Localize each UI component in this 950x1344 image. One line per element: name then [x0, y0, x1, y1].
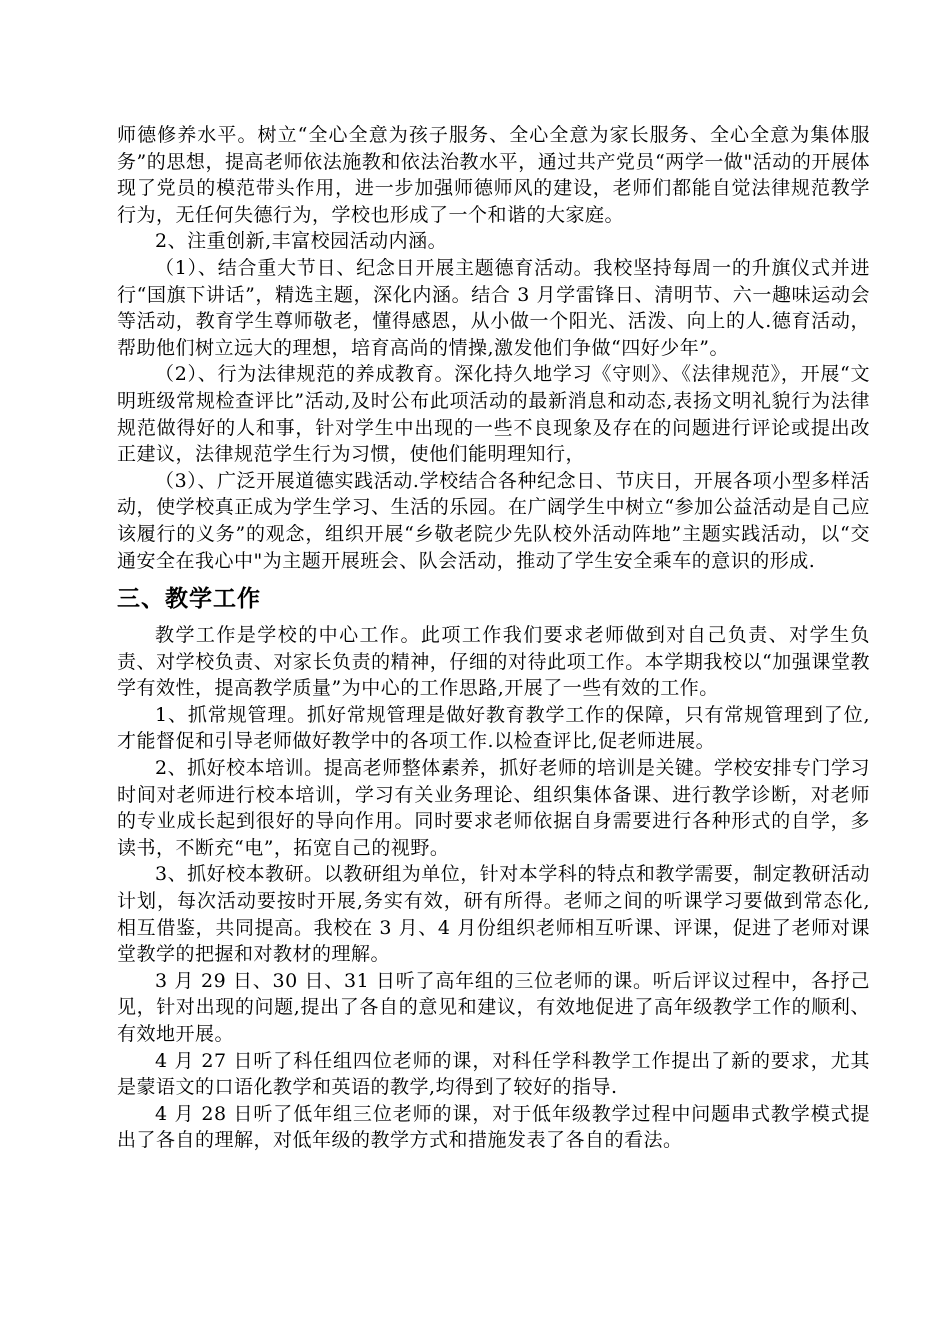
paragraph-school-training: 2、抓好校本培训。提高老师整体素养，抓好老师的培训是关键。学校安排专门学习时间对老师进行校本培训，学习有关业务理论、组织集体备课、进行教学诊断，对老师的专业成长起到很好的导向作用。同时要求老师依据自身需要进行各种形式的自学，多读书，不断充“电”，拓宽自己的视野。	[117, 757, 870, 859]
paragraph-subject-lessons: 4 月 27 日听了科任组四位老师的课，对科任学科教学工作提出了新的要求，尤其是蒙语文的口语化教学和英语的教学,均得到了较好的指导.	[117, 1049, 870, 1099]
paragraph-teaching-intro: 教学工作是学校的中心工作。此项工作我们要求老师做到对自己负责、对学生负责、对学校负责、对家长负责的精神，仔细的对待此项工作。本学期我校以“加强课堂教学有效性，提高教学质量”为中心的工作思路,开展了一些有效的工作。	[117, 624, 870, 700]
paragraph-routine-management: 1、抓常规管理。抓好常规管理是做好教育教学工作的保障，只有常规管理到了位,才能督促和引导老师做好教学中的各项工作.以检查评比,促老师进展。	[117, 703, 870, 753]
paragraph-teacher-ethics: 师德修养水平。树立“全心全意为孩子服务、全心全意为家长服务、全心全意为集体服务”的思想，提高老师依法施教和依法治教水平，通过共产党员“两学一做"活动的开展体现了党员的模范带头作用，进一步加强师德师风的建设，老师们都能自觉法律规范教学行为，无任何失德行为，学校也形成了一个和谐的大家庭。	[117, 124, 870, 226]
paragraph-innovation: 2、注重创新,丰富校园活动内涵。	[155, 230, 448, 253]
paragraph-senior-lessons: 3 月 29 日、30 日、31 日听了高年组的三位老师的课。听后评议过程中，各抒己见，针对出现的问题,提出了各自的意见和建议，有效地促进了高年级教学工作的顺利、有效地开展。	[117, 969, 870, 1045]
section-heading-teaching: 三、教学工作	[117, 586, 261, 613]
paragraph-practice-activities: （3）、广泛开展道德实践活动.学校结合各种纪念日、节庆日，开展各项小型多样活动，使学校真正成为学生学习、生活的乐园。在广阔学生中树立“参加公益活动是自己应该履行的义务”的观念，组织开展“乡敬老院少先队校外活动阵地”主题实践活动，以“交通安全在我心中"为主题开展班会、队会活动，推动了学生安全乘车的意识的形成.	[117, 469, 870, 572]
paragraph-junior-lessons: 4 月 28 日听了低年组三位老师的课，对于低年级教学过程中问题串式教学模式提出了各自的理解，对低年级的教学方式和措施发表了各自的看法。	[117, 1102, 870, 1152]
paragraph-moral-activities: （1）、结合重大节日、纪念日开展主题德育活动。我校坚持每周一的升旗仪式并进行“国旗下讲话”，精选主题，深化内涵。结合 3 月学雷锋日、清明节、六一趣味运动会等活动，教育学生尊师敬老，懂得感恩，从小做一个阳光、活泼、向上的人.德育活动，帮助他们树立远大的理想，培育高尚的情操,激发他们争做“四好少年”。	[117, 256, 870, 359]
document-body	[117, 122, 870, 1154]
paragraph-school-research: 3、抓好校本教研。以教研组为单位，针对本学科的特点和教学需要，制定教研活动计划，每次活动要按时开展,务实有效，研有所得。老师之间的听课学习要做到常态化,相互借鉴，共同提高。我校在 3 月、4 月份组织老师相互听课、评课，促进了老师对课堂教学的把握和对教材的理解。	[117, 863, 870, 966]
paragraph-behavior-education: （2）、行为法律规范的养成教育。深化持久地学习《守则》、《法律规范》，开展“文明班级常规检查评比”活动,及时公布此项活动的最新消息和动态,表扬文明礼貌行为法律规范做得好的人和事，针对学生中出现的一些不良现象及存在的问题进行评论或提出改正建议，法律规范学生行为习惯，使他们能明理知行，	[117, 363, 870, 466]
